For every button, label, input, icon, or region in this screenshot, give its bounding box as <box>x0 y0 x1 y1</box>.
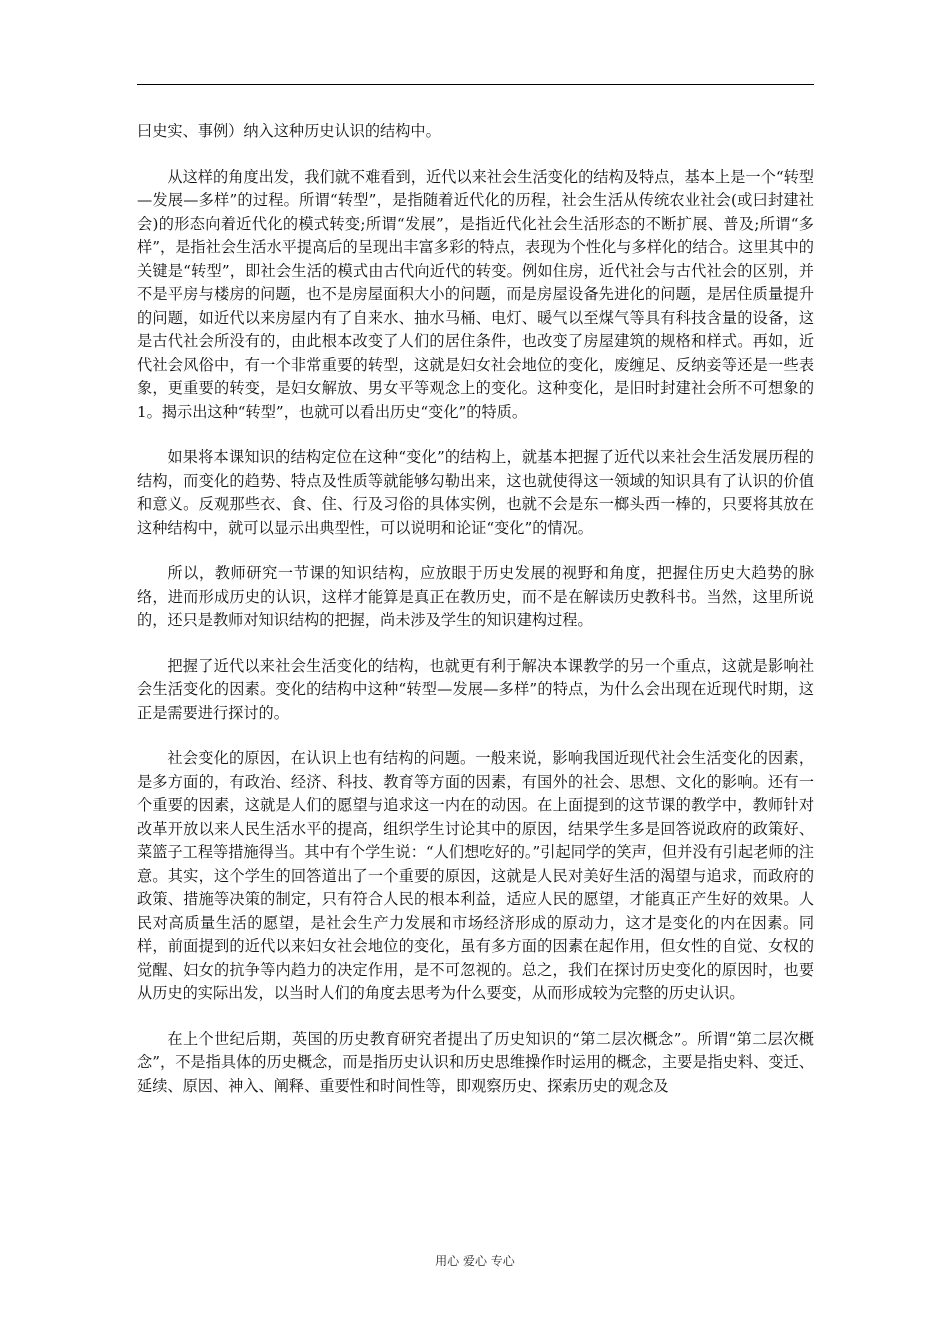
header-rule <box>137 84 814 85</box>
paragraph-transformation: 从这样的角度出发，我们就不难看到，近代以来社会生活变化的结构及特点，基本上是一个“转型—发展—多样”的过程。所谓“转型”，是指随着近代化的历程，社会生活从传统农业社会(或曰封建社会)的形态向着近代化的模式转变;所谓“发展”，是指近代化社会生活形态的不断扩展、普及;所谓“多样”，是指社会生活水平提高后的呈现出丰富多彩的特点，表现为个性化与多样化的结合。这里其中的关键是“转型”，即社会生活的模式由古代向近代的转变。例如住房，近代社会与古代社会的区别，并不是平房与楼房的问题，也不是房屋面积大小的问题，而是房屋设备先进化的问题，是居住质量提升的问题，如近代以来房屋内有了自来水、抽水马桶、电灯、暖气以至煤气等具有科技含量的设备，这是古代社会所没有的，由此根本改变了人们的居住条件，也改变了房屋建筑的规格和样式。再如，近代社会风俗中，有一个非常重要的转型，这就是妇女社会地位的变化，废缠足、反纳妾等还是一些表象，更重要的转变，是妇女解放、男女平等观念上的变化。这种变化，是旧时封建社会所不可想象的1。揭示出这种“转型”，也就可以看出历史“变化”的特质。 <box>137 167 814 421</box>
paragraph-causes: 社会变化的原因，在认识上也有结构的问题。一般来说，影响我国近现代社会生活变化的因素，是多方面的，有政治、经济、科技、教育等方面的因素，有国外的社会、思想、文化的影响。还有一个重要的因素，这就是人们的愿望与追求这一内在的动因。在上面提到的这节课的教学中，教师针对改革开放以来人民生活水平的提高，组织学生讨论其中的原因，结果学生多是回答说政府的政策好、菜篮子工程等措施得当。其中有个学生说：“人们想吃好的。”引起同学的笑声，但并没有引起老师的注意。其实，这个学生的回答道出了一个重要的原因，这就是人民对美好生活的渴望与追求，而政府的政策、措施等决策的制定，只有符合人民的根本利益，适应人民的愿望，才能真正产生好的效果。人民对高质量生活的愿望，是社会生产力发展和市场经济形成的原动力，这才是变化的内在因素。同样，前面提到的近代以来妇女社会地位的变化，虽有多方面的因素在起作用，但女性的自觉、女权的觉醒、妇女的抗争等内趋力的决定作用，是不可忽视的。总之，我们在探讨历史变化的原因时，也要从历史的实际出发，以当时人们的角度去思考为什么要变，从而形成较为完整的历史认识。 <box>137 749 814 1002</box>
paragraph-continuation: 曰史实、事例）纳入这种历史认识的结构中。 <box>137 122 441 140</box>
page-footer: 用心 爱心 专心 <box>435 1254 515 1268</box>
paragraph-structure: 如果将本课知识的结构定位在这种“变化”的结构上，就基本把握了近代以来社会生活发展历程的结构，而变化的趋势、特点及性质等就能够勾勒出来，这也就使得这一领域的知识具有了认识的价值和意义。反观那些衣、食、住、行及习俗的具体实例，也就不会是东一榔头西一棒的，只要将其放在这种结构中，就可以显示出典型性，可以说明和论证“变化”的情况。 <box>137 448 814 537</box>
paragraph-second-order-concepts: 在上个世纪后期，英国的历史教育研究者提出了历史知识的“第二层次概念”。所谓“第二层次概念”，不是指具体的历史概念，而是指历史认识和历史思维操作时运用的概念，主要是指史料、变迁、延续、原因、神入、阐释、重要性和时间性等，即观察历史、探索历史的观念及 <box>137 1029 814 1095</box>
paragraph-teacher-research: 所以，教师研究一节课的知识结构，应放眼于历史发展的视野和角度，把握住历史大趋势的脉络，进而形成历史的认识，这样才能算是真正在教历史，而不是在解读历史教科书。当然，这里所说的，还只是教师对知识结构的把握，尚未涉及学生的知识建构过程。 <box>137 564 814 629</box>
document-body <box>137 120 814 1120</box>
paragraph-key-point: 把握了近代以来社会生活变化的结构，也就更有利于解决本课教学的另一个重点，这就是影响社会生活变化的因素。变化的结构中这种“转型—发展—多样”的特点，为什么会出现在近现代时期，这正是需要进行探讨的。 <box>137 656 814 722</box>
